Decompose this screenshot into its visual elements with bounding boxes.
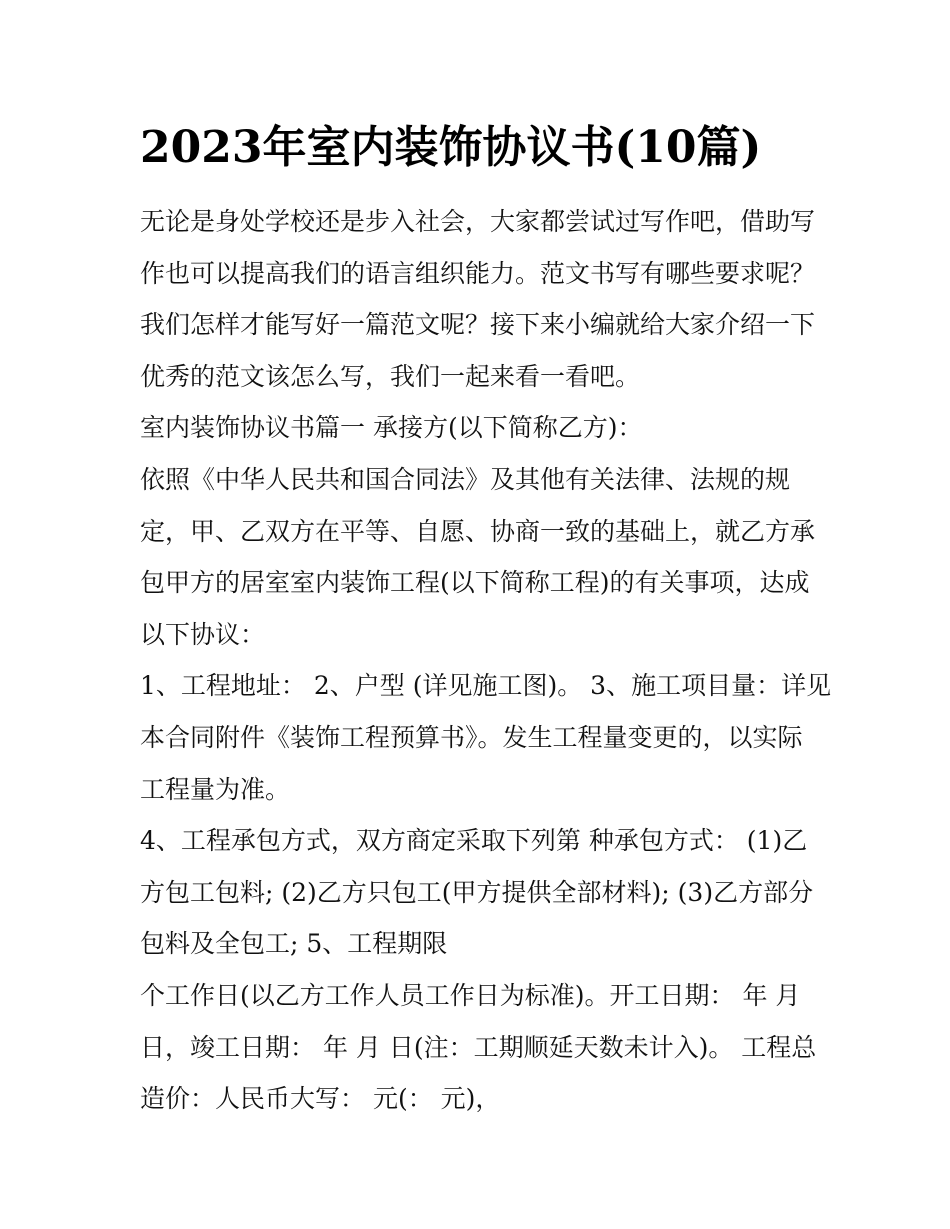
- paragraph-line: 我们怎样才能写好一篇范文呢？接下来小编就给大家介绍一下: [140, 310, 816, 340]
- paragraph-line: 日，竣工日期： 年 月 日(注：工期顺延天数未计入)。 工程总: [140, 1032, 817, 1062]
- paragraph-line: 包甲方的居室室内装饰工程(以下简称工程)的有关事项，达成: [140, 568, 810, 598]
- paragraph-line: 本合同附件《装饰工程预算书》。发生工程量变更的，以实际: [140, 722, 803, 752]
- paragraph-line: 个工作日(以乙方工作人员工作日为标准)。开工日期： 年 月: [140, 980, 801, 1010]
- paragraph-line: 1、工程地址： 2、户型 (详见施工图)。 3、施工项目量：详见: [140, 671, 832, 701]
- section-heading-line: 室内装饰协议书篇一 承接方(以下简称乙方)：: [140, 413, 643, 443]
- paragraph-line: 4、工程承包方式，双方商定采取下列第 种承包方式： (1)乙: [140, 826, 808, 856]
- document-body: [140, 196, 832, 1125]
- paragraph-line: 依照《中华人民共和国合同法》及其他有关法律、法规的规: [140, 464, 791, 494]
- paragraph-line: 无论是身处学校还是步入社会，大家都尝试过写作吧，借助写: [140, 207, 816, 236]
- paragraph-line: 工程量为准。: [140, 774, 291, 804]
- paragraph-line: 定，甲、乙双方在平等、自愿、协商一致的基础上，就乙方承: [140, 516, 816, 546]
- paragraph-line: 方包工包料; (2)乙方只包工(甲方提供全部材料); (3)乙方部分: [140, 877, 814, 907]
- paragraph-line: 造价：人民币大写： 元(： 元)，: [140, 1084, 501, 1114]
- paragraph-line: 以下协议：: [140, 619, 266, 649]
- document-title: 2023年室内装饰协议书(10篇): [140, 122, 762, 173]
- paragraph-line: 包料及全包工; 5、工程期限: [140, 929, 448, 959]
- paragraph-line: 作也可以提高我们的语言组织能力。范文书写有哪些要求呢？: [140, 258, 816, 288]
- paragraph-line: 优秀的范文该怎么写，我们一起来看一看吧。: [140, 361, 641, 391]
